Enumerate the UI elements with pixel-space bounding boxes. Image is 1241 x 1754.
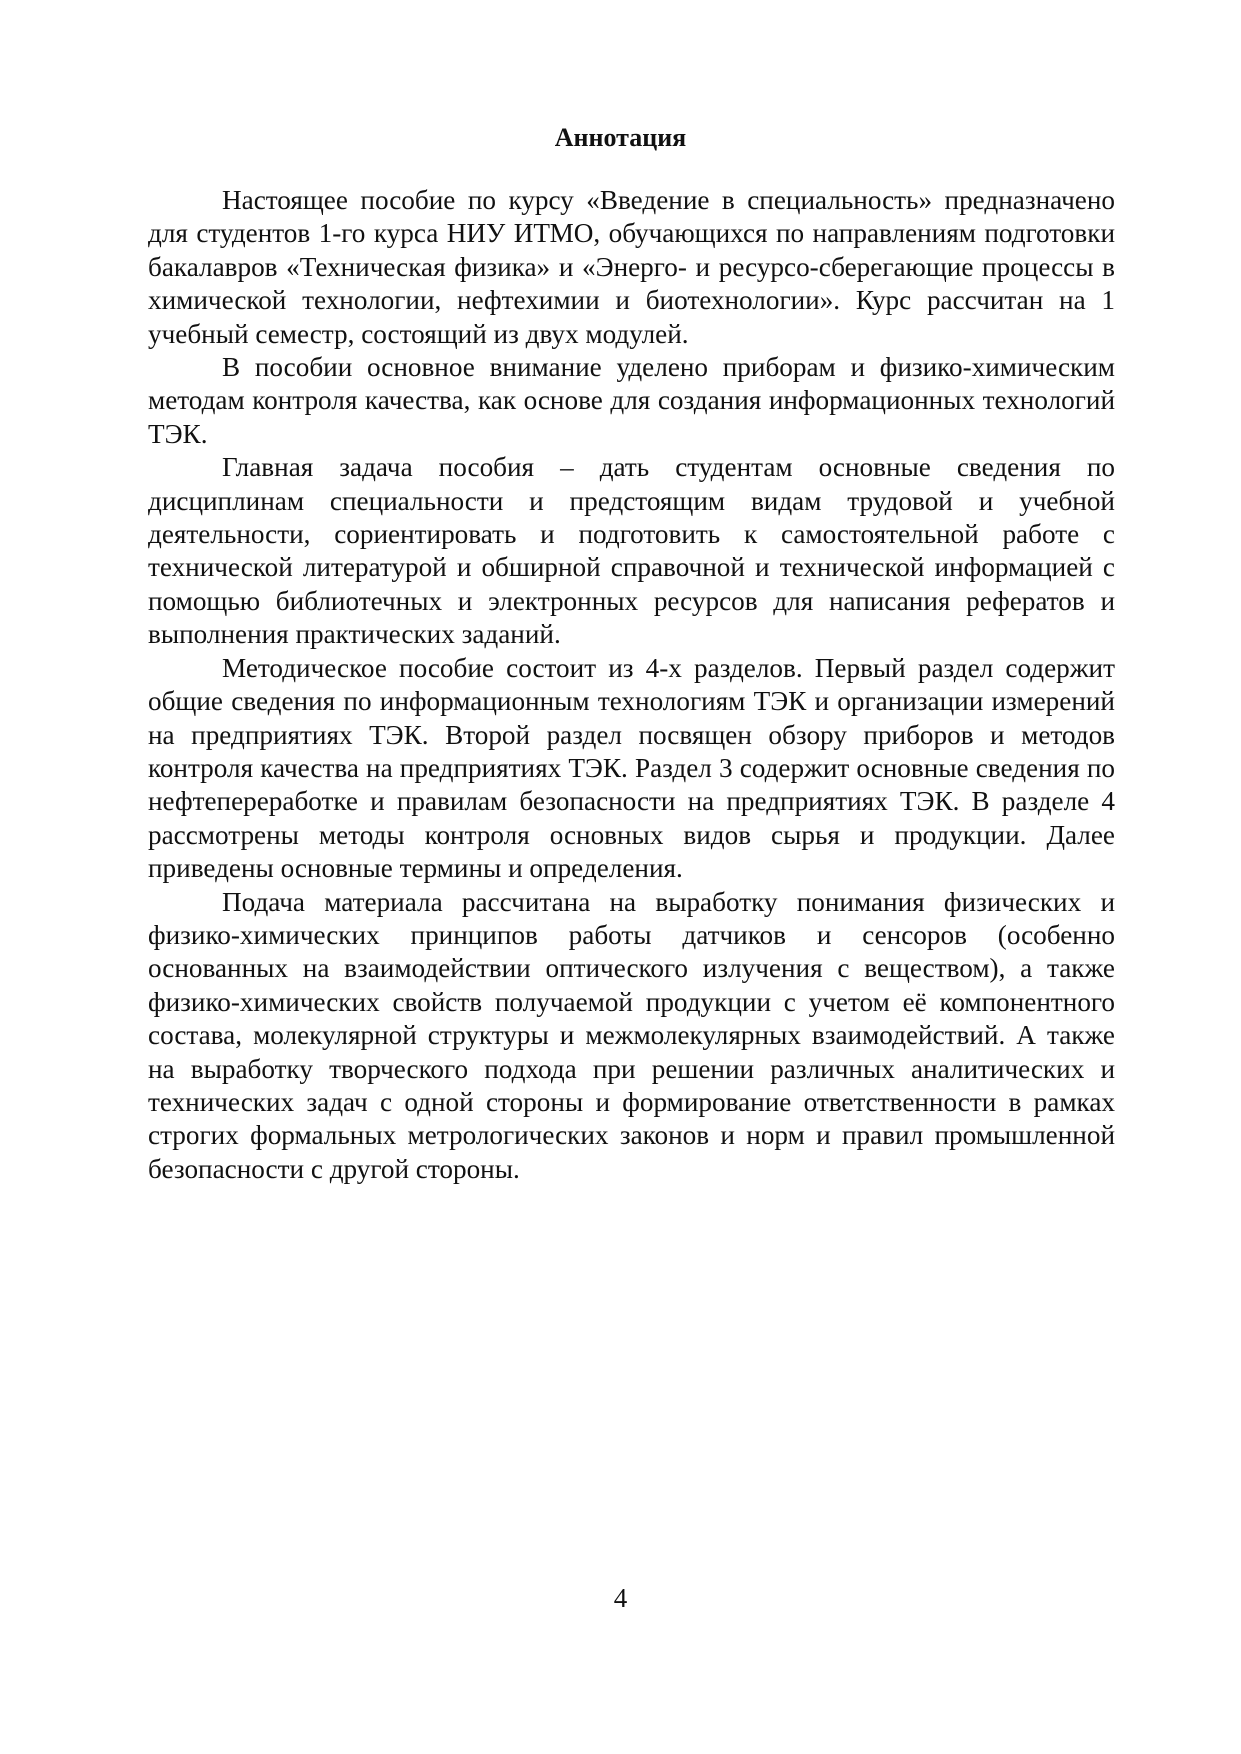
annotation-body [148, 184, 1115, 1186]
paragraph-purpose: Настоящее пособие по курсу «Введение в специальность» предназначено для студентов 1-го курса НИУ ИТМО, обучающихся по направлениям подготовки бакалавров «Техническая физика» и «Энерго- и ресурсо-сберегающие процессы в химической технологии, нефтехимии и биотехнологии». Курс рассчитан на 1 учебный семестр, состоящий из двух модулей. [148, 185, 1115, 349]
paragraph-structure: Методическое пособие состоит из 4-х разделов. Первый раздел содержит общие сведения по информационным технологиям ТЭК и организации измерений на предприятиях ТЭК. Второй раздел посвящен обзору приборов и методов контроля качества на предприятиях ТЭК. Раздел 3 содержит основные сведения по нефтепереработке и правилам безопасности на предприятиях ТЭК. В разделе 4 рассмотрены методы контроля основных видов сырья и продукции. Далее приведены основные термины и определения. [148, 652, 1115, 884]
paragraph-main-task: Главная задача пособия – дать студентам основные сведения по дисциплинам специальности и предстоящим видам трудовой и учебной деятельности, сориентировать и подготовить к самостоятельной работе с технической литературой и обширной справочной и технической информацией с помощью библиотечных и электронных ресурсов для написания рефератов и выполнения практических заданий. [148, 452, 1115, 650]
page-number: 4 [613, 1583, 628, 1613]
paragraph-focus: В пособии основное внимание уделено приборам и физико-химическим методам контроля качества, как основе для создания информационных технологий ТЭК. [148, 352, 1115, 449]
page-title: Аннотация [554, 123, 687, 152]
paragraph-approach: Подача материала рассчитана на выработку понимания физических и физико-химических принципов работы датчиков и сенсоров (особенно основанных на взаимодействии оптического излучения с веществом), а также физико-химических свойств получаемой продукции с учетом её компонентного состава, молекулярной структуры и межмолекулярных взаимодействий. А также на выработку творческого подхода при решении различных аналитических и технических задач с одной стороны и формирование ответственности в рамках строгих формальных метрологических законов и норм и правил промышленной безопасности с другой стороны. [148, 886, 1115, 1184]
